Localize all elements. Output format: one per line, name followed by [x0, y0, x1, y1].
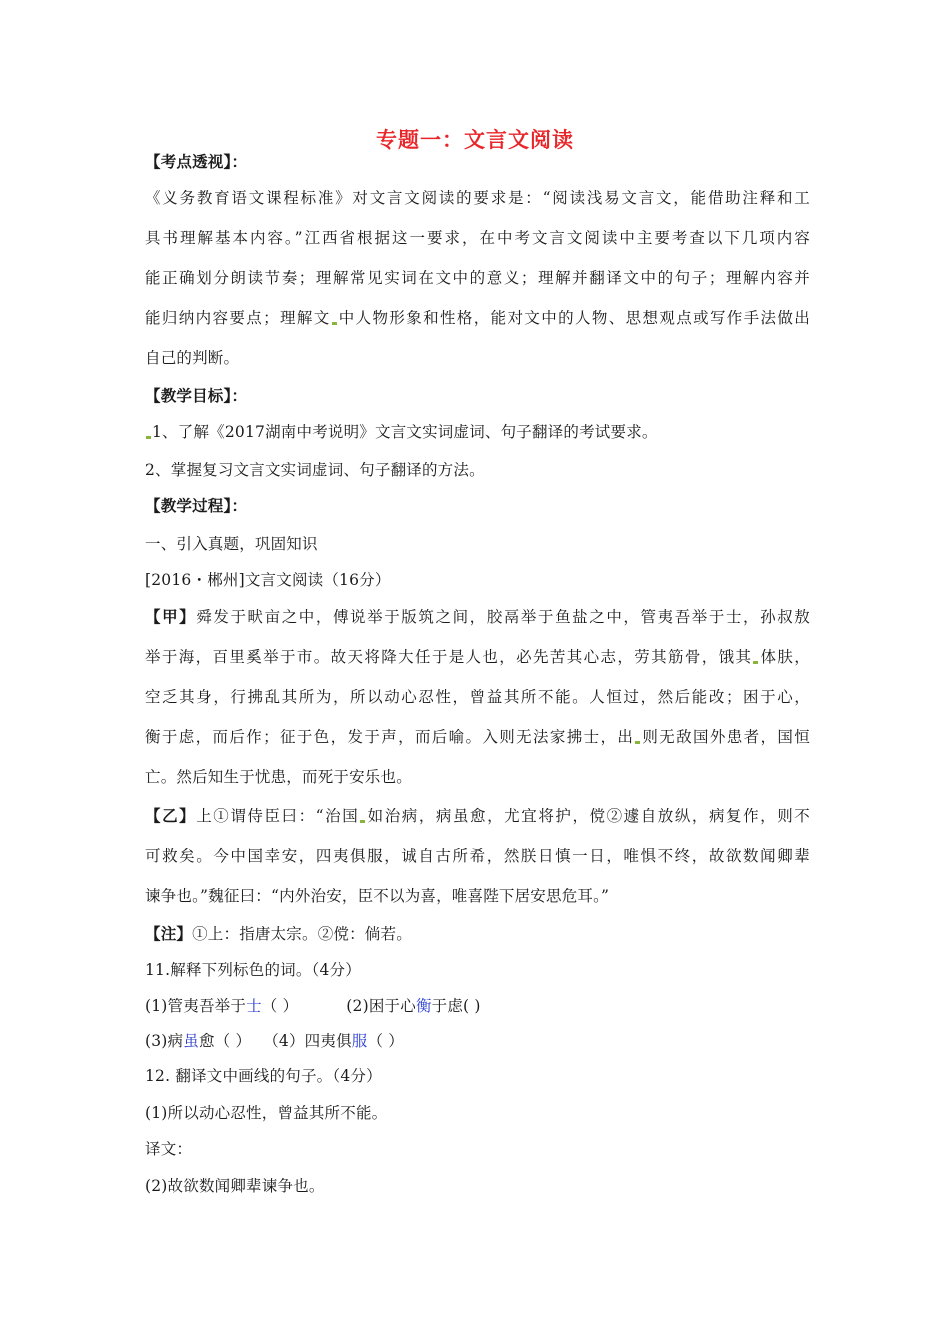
guocheng-heading: 【教学过程】： — [145, 496, 248, 515]
yi-text-1a: 上①谓侍臣曰：“治国 — [196, 807, 360, 825]
yi-label: 【乙】 — [145, 806, 197, 825]
edit-mark — [146, 436, 151, 439]
yi-text-1b: 如治病，病虽愈，尤宜将护，傥②遽自放纵，病复作，则不 — [366, 807, 810, 825]
jia-text-2a: 举于海，百里奚举于市。故天将降大任于是人也，必先苦其心志，劳其筋骨，饿其 — [145, 648, 753, 666]
kaodian-line-1: 《义务教育语文课程标准》对文言文阅读的要求是：“阅读浅易文言文，能借助注释和工 — [145, 189, 810, 207]
q11-a-blank: （ ） — [261, 997, 299, 1015]
q11-d-blank: （ ） — [367, 1032, 404, 1050]
mubiao-item-1-text: 1、了解《2017湖南中考说明》文言文实词虚词、句子翻译的考试要求。 — [152, 423, 658, 441]
page-title: 专题一：文言文阅读 — [376, 128, 574, 152]
jia-label: 【甲】 — [145, 607, 197, 626]
jia-text-2b: 体肤， — [759, 648, 811, 666]
q11-a-word: 士 — [246, 997, 262, 1015]
jia-line-1 — [145, 607, 810, 627]
kaodian-line-4-a: 能归纳内容要点；理解文 — [145, 309, 331, 327]
q11-b-blank: 于虑( ) — [431, 997, 481, 1015]
jia-line-4 — [145, 727, 810, 747]
q11-d-pre: （4）四夷俱 — [263, 1032, 352, 1050]
q11-b-word: 衡 — [415, 997, 432, 1015]
kaodian-line-4 — [145, 308, 810, 328]
q11-title: 11.解释下列标色的词。（4分） — [145, 961, 361, 979]
note-line — [145, 924, 810, 944]
edit-mark — [753, 661, 758, 664]
jia-text-1: 舜发于畎亩之中，傅说举于版筑之间，胶鬲举于鱼盐之中，管夷吾举于士，孙叔敖 — [196, 608, 810, 626]
edit-mark — [360, 820, 365, 823]
q11-c-word: 虽 — [183, 1032, 199, 1050]
q11-d-word: 服 — [351, 1032, 368, 1050]
yi-line-3: 谏争也。”魏征曰：“内外治安，臣不以为喜，唯喜陛下居安思危耳。” — [145, 887, 610, 905]
source-line: [2016・郴州]文言文阅读（16分） — [145, 571, 391, 589]
edit-mark — [635, 741, 640, 744]
kaodian-line-4-b: 中人物形象和性格，能对文中的人物、思想观点或写作手法做出 — [337, 309, 810, 327]
q11-c-blank: 愈（ ） — [198, 1032, 252, 1050]
jia-line-5: 亡。然后知生于忧患，而死于安乐也。 — [145, 768, 412, 786]
jia-text-4a: 衡于虑，而后作；征于色，发于声，而后喻。入则无法家拂士，出 — [145, 728, 635, 746]
note-text: ①上：指唐太宗。②傥：倘若。 — [192, 925, 412, 943]
mubiao-item-2: 2、掌握复习文言文实词虚词、句子翻译的方法。 — [145, 461, 485, 479]
q11-c-pre: (3)病 — [145, 1032, 184, 1050]
step-1: 一、引入真题，巩固知识 — [145, 535, 318, 553]
q12-title: 12. 翻译文中画线的句子。（4分） — [145, 1067, 382, 1085]
q12-translation-label: 译文： — [145, 1140, 193, 1158]
yi-line-2: 可救矣。今中国幸安，四夷俱服，诚自古所希，然朕日慎一日，唯惧不终，故欲数闻卿辈 — [145, 847, 810, 865]
kaodian-line-3: 能正确划分朗读节奏；理解常见实词在文中的意义；理解并翻译文中的句子；理解内容并 — [145, 269, 810, 287]
jia-text-4b: 则无敌国外患者，国恒 — [641, 728, 810, 746]
note-label: 【注】 — [145, 924, 193, 943]
edit-mark — [332, 322, 337, 325]
mubiao-item-1 — [145, 422, 810, 442]
kaodian-heading: 【考点透视】： — [145, 152, 248, 171]
kaodian-line-2: 具书理解基本内容。”江西省根据这一要求，在中考文言文阅读中主要考查以下几项内容 — [145, 229, 810, 247]
q12-sentence-1: (1)所以动心忍性，曾益其所不能。 — [145, 1104, 388, 1122]
q11-row-2 — [145, 1031, 810, 1051]
kaodian-line-5: 自己的判断。 — [145, 349, 240, 367]
jia-line-2 — [145, 647, 810, 667]
q12-sentence-2: (2)故欲数闻卿辈谏争也。 — [145, 1177, 325, 1195]
mubiao-heading: 【教学目标】： — [145, 386, 248, 405]
q11-b-pre: (2)困于心 — [346, 997, 416, 1015]
jia-line-3: 空乏其身，行拂乱其所为，所以动心忍性，曾益其所不能。人恒过，然后能改；困于心， — [145, 688, 810, 706]
q11-a-pre: (1)管夷吾举于 — [145, 997, 247, 1015]
q11-row-1 — [145, 996, 810, 1016]
yi-line-1 — [145, 806, 810, 826]
